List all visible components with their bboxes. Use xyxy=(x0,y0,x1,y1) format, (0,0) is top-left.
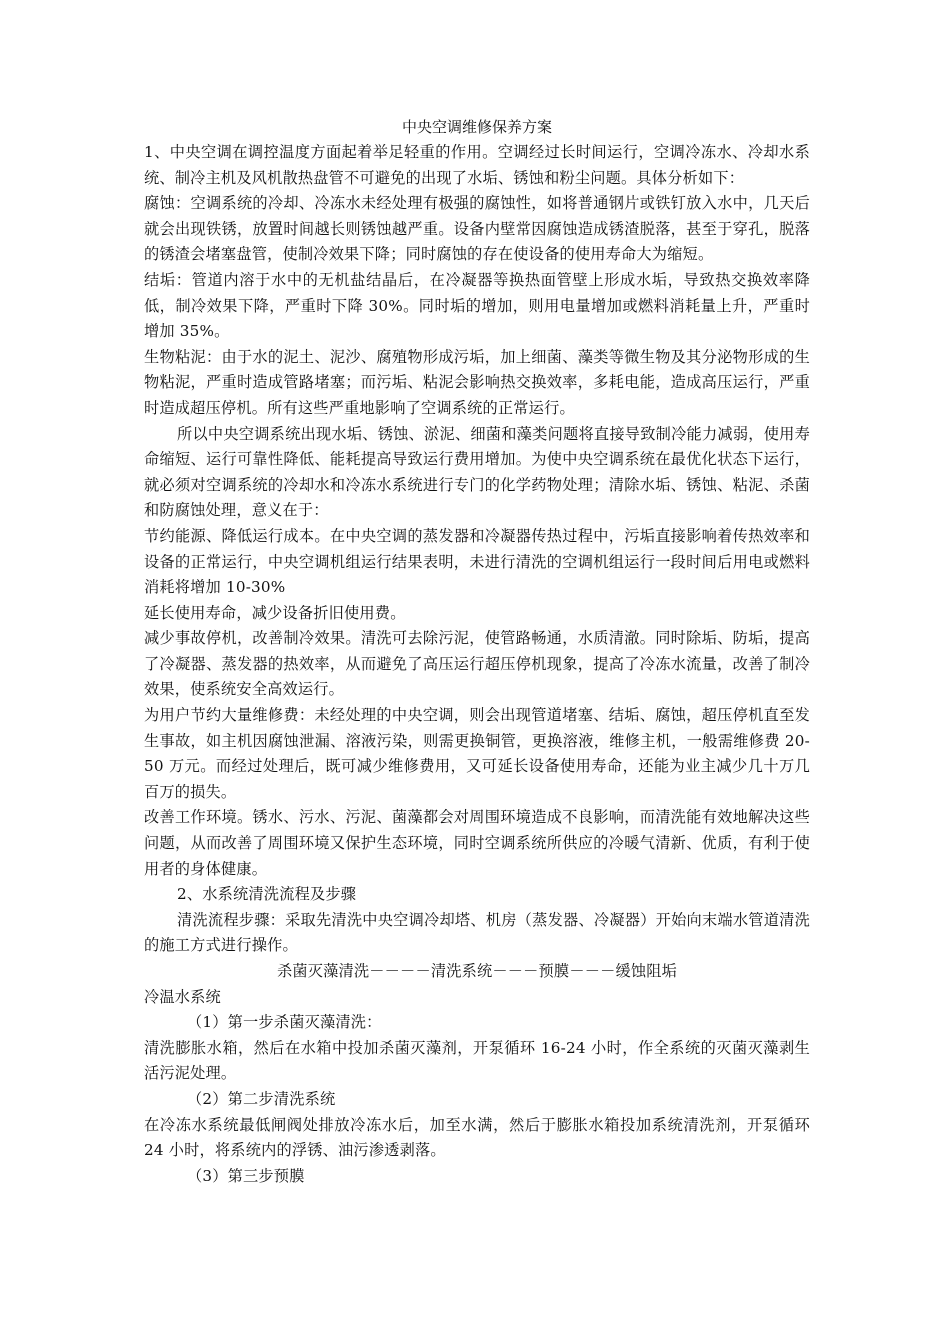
paragraph-cleaning-steps: 清洗流程步骤：采取先清洗中央空调冷却塔、机房（蒸发器、冷凝器）开始向末端水管道清洗的施工方式进行操作。 xyxy=(144,910,810,955)
paragraph-maintenance-cost: 为用户节约大量维修费：未经处理的中央空调，则会出现管道堵塞、结垢、腐蚀，超压停机直至发生事故，如主机因腐蚀泄漏、溶液污染，则需更换铜管，更换溶液，维修主机，一般需维修费 20-50 万元。而经过处理后，既可减少维修费用，又可延长设备使用寿命，还能为业主减少几十万几百万的损失。 xyxy=(144,706,810,801)
paragraph-energy-saving: 节约能源、降低运行成本。在中央空调的蒸发器和冷凝器传热过程中，污垢直接影响着传热效率和设备的正常运行，中央空调机组运行结果表明，未进行清洗的空调机组运行一段时间后用电或燃料消耗将增加 10-30% xyxy=(144,526,810,597)
subheading-water-system: 冷温水系统 xyxy=(144,987,221,1006)
step-1-text: 清洗膨胀水箱，然后在水箱中投加杀菌灭藻剂，开泵循环 16-24 小时，作全系统的灭菌灭藻剥生活污泥处理。 xyxy=(144,1038,810,1083)
step-3-heading: （3）第三步预膜 xyxy=(187,1166,305,1185)
paragraph-conclusion: 所以中央空调系统出现水垢、锈蚀、淤泥、细菌和藻类问题将直接导致制冷能力减弱，使用寿命缩短、运行可靠性降低、能耗提高导致运行费用增加。为使中央空调系统在最优化状态下运行，就必须对空调系统的冷却水和冷冻水系统进行专门的化学药物处理；清除水垢、锈蚀、粘泥、杀菌和防腐蚀处理，意义在于： xyxy=(144,424,810,520)
paragraph-scaling: 结垢：管道内溶于水中的无机盐结晶后，在冷凝器等换热面管壁上形成水垢，导致热交换效率降低，制冷效果下降，严重时下降 30%。同时垢的增加，则用电量增加或燃料消耗量上升，严重时增加 35%。 xyxy=(144,270,810,341)
step-2-text: 在冷冻水系统最低闸阀处排放冷冻水后，加至水满，然后于膨胀水箱投加系统清洗剂，开泵循环 24 小时，将系统内的浮锈、油污渗透剥落。 xyxy=(144,1115,810,1160)
section-heading-cleaning: 2、水系统清洗流程及步骤 xyxy=(177,885,357,904)
paragraph-service-life: 延长使用寿命，减少设备折旧使用费。 xyxy=(144,603,406,622)
step-2-heading: （2）第二步清洗系统 xyxy=(187,1089,336,1108)
paragraph-biofouling: 生物粘泥：由于水的泥土、泥沙、腐殖物形成污垢，加上细菌、藻类等微生物及其分泌物形成的生物粘泥，严重时造成管路堵塞；而污垢、粘泥会影响热交换效率，多耗电能，造成高压运行，严重时造成超压停机。所有这些严重地影响了空调系统的正常运行。 xyxy=(144,347,810,417)
paragraph-environment: 改善工作环境。锈水、污水、污泥、菌藻都会对周围环境造成不良影响，而清洗能有效地解决这些问题，从而改善了周围环境又保护生态环境，同时空调系统所供应的冷暖气清新、优质，有利于使用者的身体健康。 xyxy=(144,808,810,878)
paragraph-intro: 1、中央空调在调控温度方面起着举足轻重的作用。空调经过长时间运行，空调冷冻水、冷却水系统、制冷主机及风机散热盘管不可避免的出现了水垢、锈蚀和粉尘问题。具体分析如下： xyxy=(144,143,810,187)
document-page xyxy=(144,116,810,1189)
document-title: 中央空调维修保养方案 xyxy=(401,118,552,136)
paragraph-reduce-downtime: 减少事故停机，改善制冷效果。清洗可去除污泥，使管路畅通，水质清澈。同时除垢、防垢，提高了冷凝器、蒸发器的热效率，从而避免了高压运行超压停机现象，提高了冷冻水流量，改善了制冷效果，使系统安全高效运行。 xyxy=(144,629,810,699)
step-1-heading: （1）第一步杀菌灭藻清洗： xyxy=(187,1013,382,1032)
paragraph-corrosion: 腐蚀：空调系统的冷却、冷冻水未经处理有极强的腐蚀性，如将普通钢片或铁钉放入水中，几天后就会出现铁锈，放置时间越长则锈蚀越严重。设备内壁常因腐蚀造成锈渣脱落，甚至于穿孔，脱落的锈渣会堵塞盘管，使制冷效果下降；同时腐蚀的存在使设备的使用寿命大为缩短。 xyxy=(144,194,810,264)
process-flow: 杀菌灭藻清洗－－－－清洗系统－－－预膜－－－缓蚀阻垢 xyxy=(276,962,678,980)
